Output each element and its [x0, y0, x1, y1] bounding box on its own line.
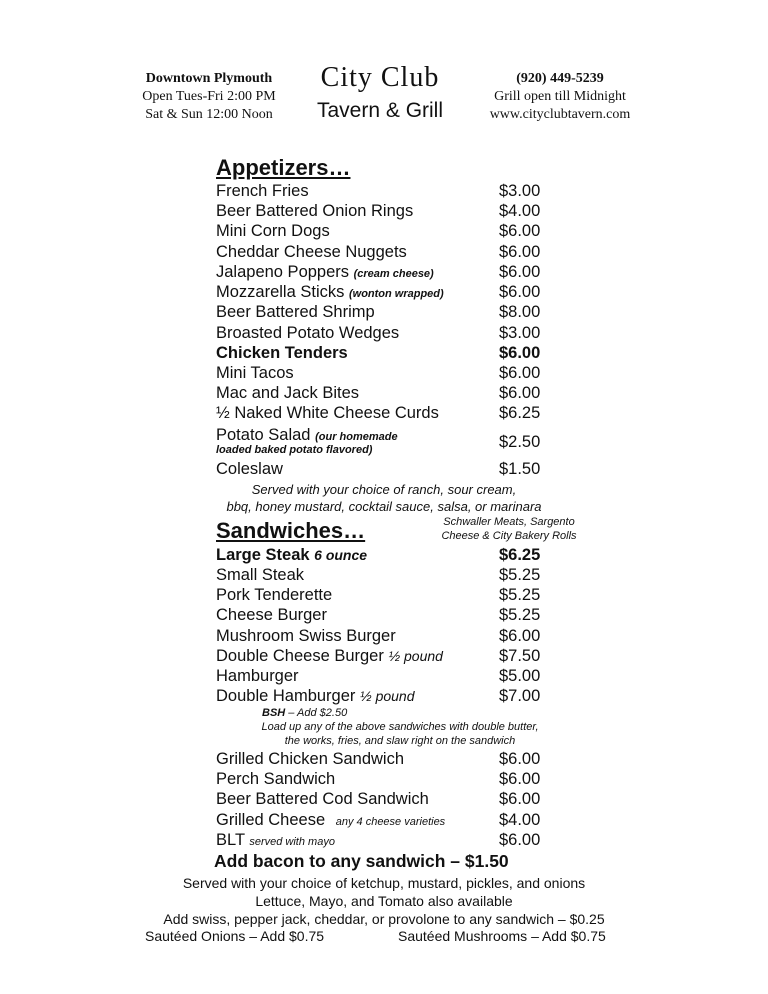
menu-item: Beer Battered Onion Rings $4.00 — [216, 202, 541, 220]
menu-item: Perch Sandwich $6.00 — [216, 770, 541, 788]
menu-item: Small Steak $5.25 — [216, 566, 541, 584]
website: www.cityclubtavern.com — [489, 107, 631, 122]
condiments-note: Served with your choice of ketchup, mustard, pickles, and onions — [182, 875, 586, 891]
mushrooms-addon: Sautéed Mushrooms – Add $0.75 — [398, 928, 606, 944]
menu-item: Jalapeno Poppers (cream cheese) $6.00 — [216, 263, 541, 281]
weekday-hours: Open Tues-Fri 2:00 PM — [142, 89, 276, 104]
restaurant-title: City Club — [320, 62, 440, 93]
grill-hours: Grill open till Midnight — [494, 89, 626, 104]
hours-block — [120, 70, 298, 124]
menu-item: Beer Battered Cod Sandwich $6.00 — [216, 790, 541, 808]
menu-item: Potato Salad (our homemade loaded baked potato flavored) $2.50 — [216, 426, 541, 456]
menu-item: Grilled Chicken Sandwich $6.00 — [216, 750, 541, 768]
menu-item: BLT served with mayo $6.00 — [216, 831, 541, 849]
menu-item: Cheese Burger $5.25 — [216, 606, 541, 624]
menu-item: Mini Tacos $6.00 — [216, 364, 541, 382]
appetizers-heading: Appetizers… — [216, 155, 351, 180]
bsh-label: BSH – Add $2.50 — [262, 707, 348, 719]
add-bacon-note: Add bacon to any sandwich – $1.50 — [214, 851, 509, 871]
menu-item: Chicken Tenders $6.00 — [216, 344, 541, 362]
phone-number: (920) 449-5239 — [516, 71, 604, 86]
sandwiches-heading: Sandwiches… — [216, 518, 366, 543]
restaurant-subtitle: Tavern & Grill — [316, 99, 444, 122]
sauce-note: Served with your choice of ranch, sour cream, bbq, honey mustard, cocktail sauce, salsa, or marinara — [226, 482, 542, 514]
menu-item: Hamburger $5.00 — [216, 667, 541, 685]
contact-block — [470, 70, 650, 124]
onions-addon: Sautéed Onions – Add $0.75 — [145, 928, 325, 944]
location-label: Downtown Plymouth — [145, 71, 273, 86]
menu-item: Mac and Jack Bites $6.00 — [216, 384, 541, 402]
menu-item: Pork Tenderette $5.25 — [216, 586, 541, 604]
bsh-note: Load up any of the above sandwiches with double butter, the works, fries, and slaw right on the sandwich — [261, 721, 539, 747]
menu-item: Grilled Cheese any 4 cheese varieties $4.00 — [216, 811, 541, 829]
menu-item: French Fries $3.00 — [216, 182, 541, 200]
logo-block — [290, 60, 470, 126]
menu-item: Mushroom Swiss Burger $6.00 — [216, 627, 541, 645]
cheese-addon-note: Add swiss, pepper jack, cheddar, or provolone to any sandwich – $0.25 — [163, 911, 605, 927]
menu-item: Large Steak 6 ounce $6.25 — [216, 546, 541, 564]
footer-notes — [100, 874, 668, 928]
menu-item: Broasted Potato Wedges $3.00 — [216, 324, 541, 342]
toppings-note: Lettuce, Mayo, and Tomato also available — [255, 893, 513, 909]
menu-item: ½ Naked White Cheese Curds $6.25 — [216, 404, 541, 422]
menu-item: Double Hamburger ½ pound $7.00 — [216, 687, 541, 705]
menu-item: Mini Corn Dogs $6.00 — [216, 222, 541, 240]
weekend-hours: Sat & Sun 12:00 Noon — [145, 107, 273, 122]
menu-item: Mozzarella Sticks (wonton wrapped) $6.00 — [216, 283, 541, 301]
menu-item: Double Cheese Burger ½ pound $7.50 — [216, 647, 541, 665]
menu-item: Beer Battered Shrimp $8.00 — [216, 303, 541, 321]
supplier-note: Schwaller Meats, Sargento Cheese & City Bakery Rolls — [441, 516, 577, 542]
menu-item: Coleslaw $1.50 — [216, 460, 541, 478]
menu-item: Cheddar Cheese Nuggets $6.00 — [216, 243, 541, 261]
